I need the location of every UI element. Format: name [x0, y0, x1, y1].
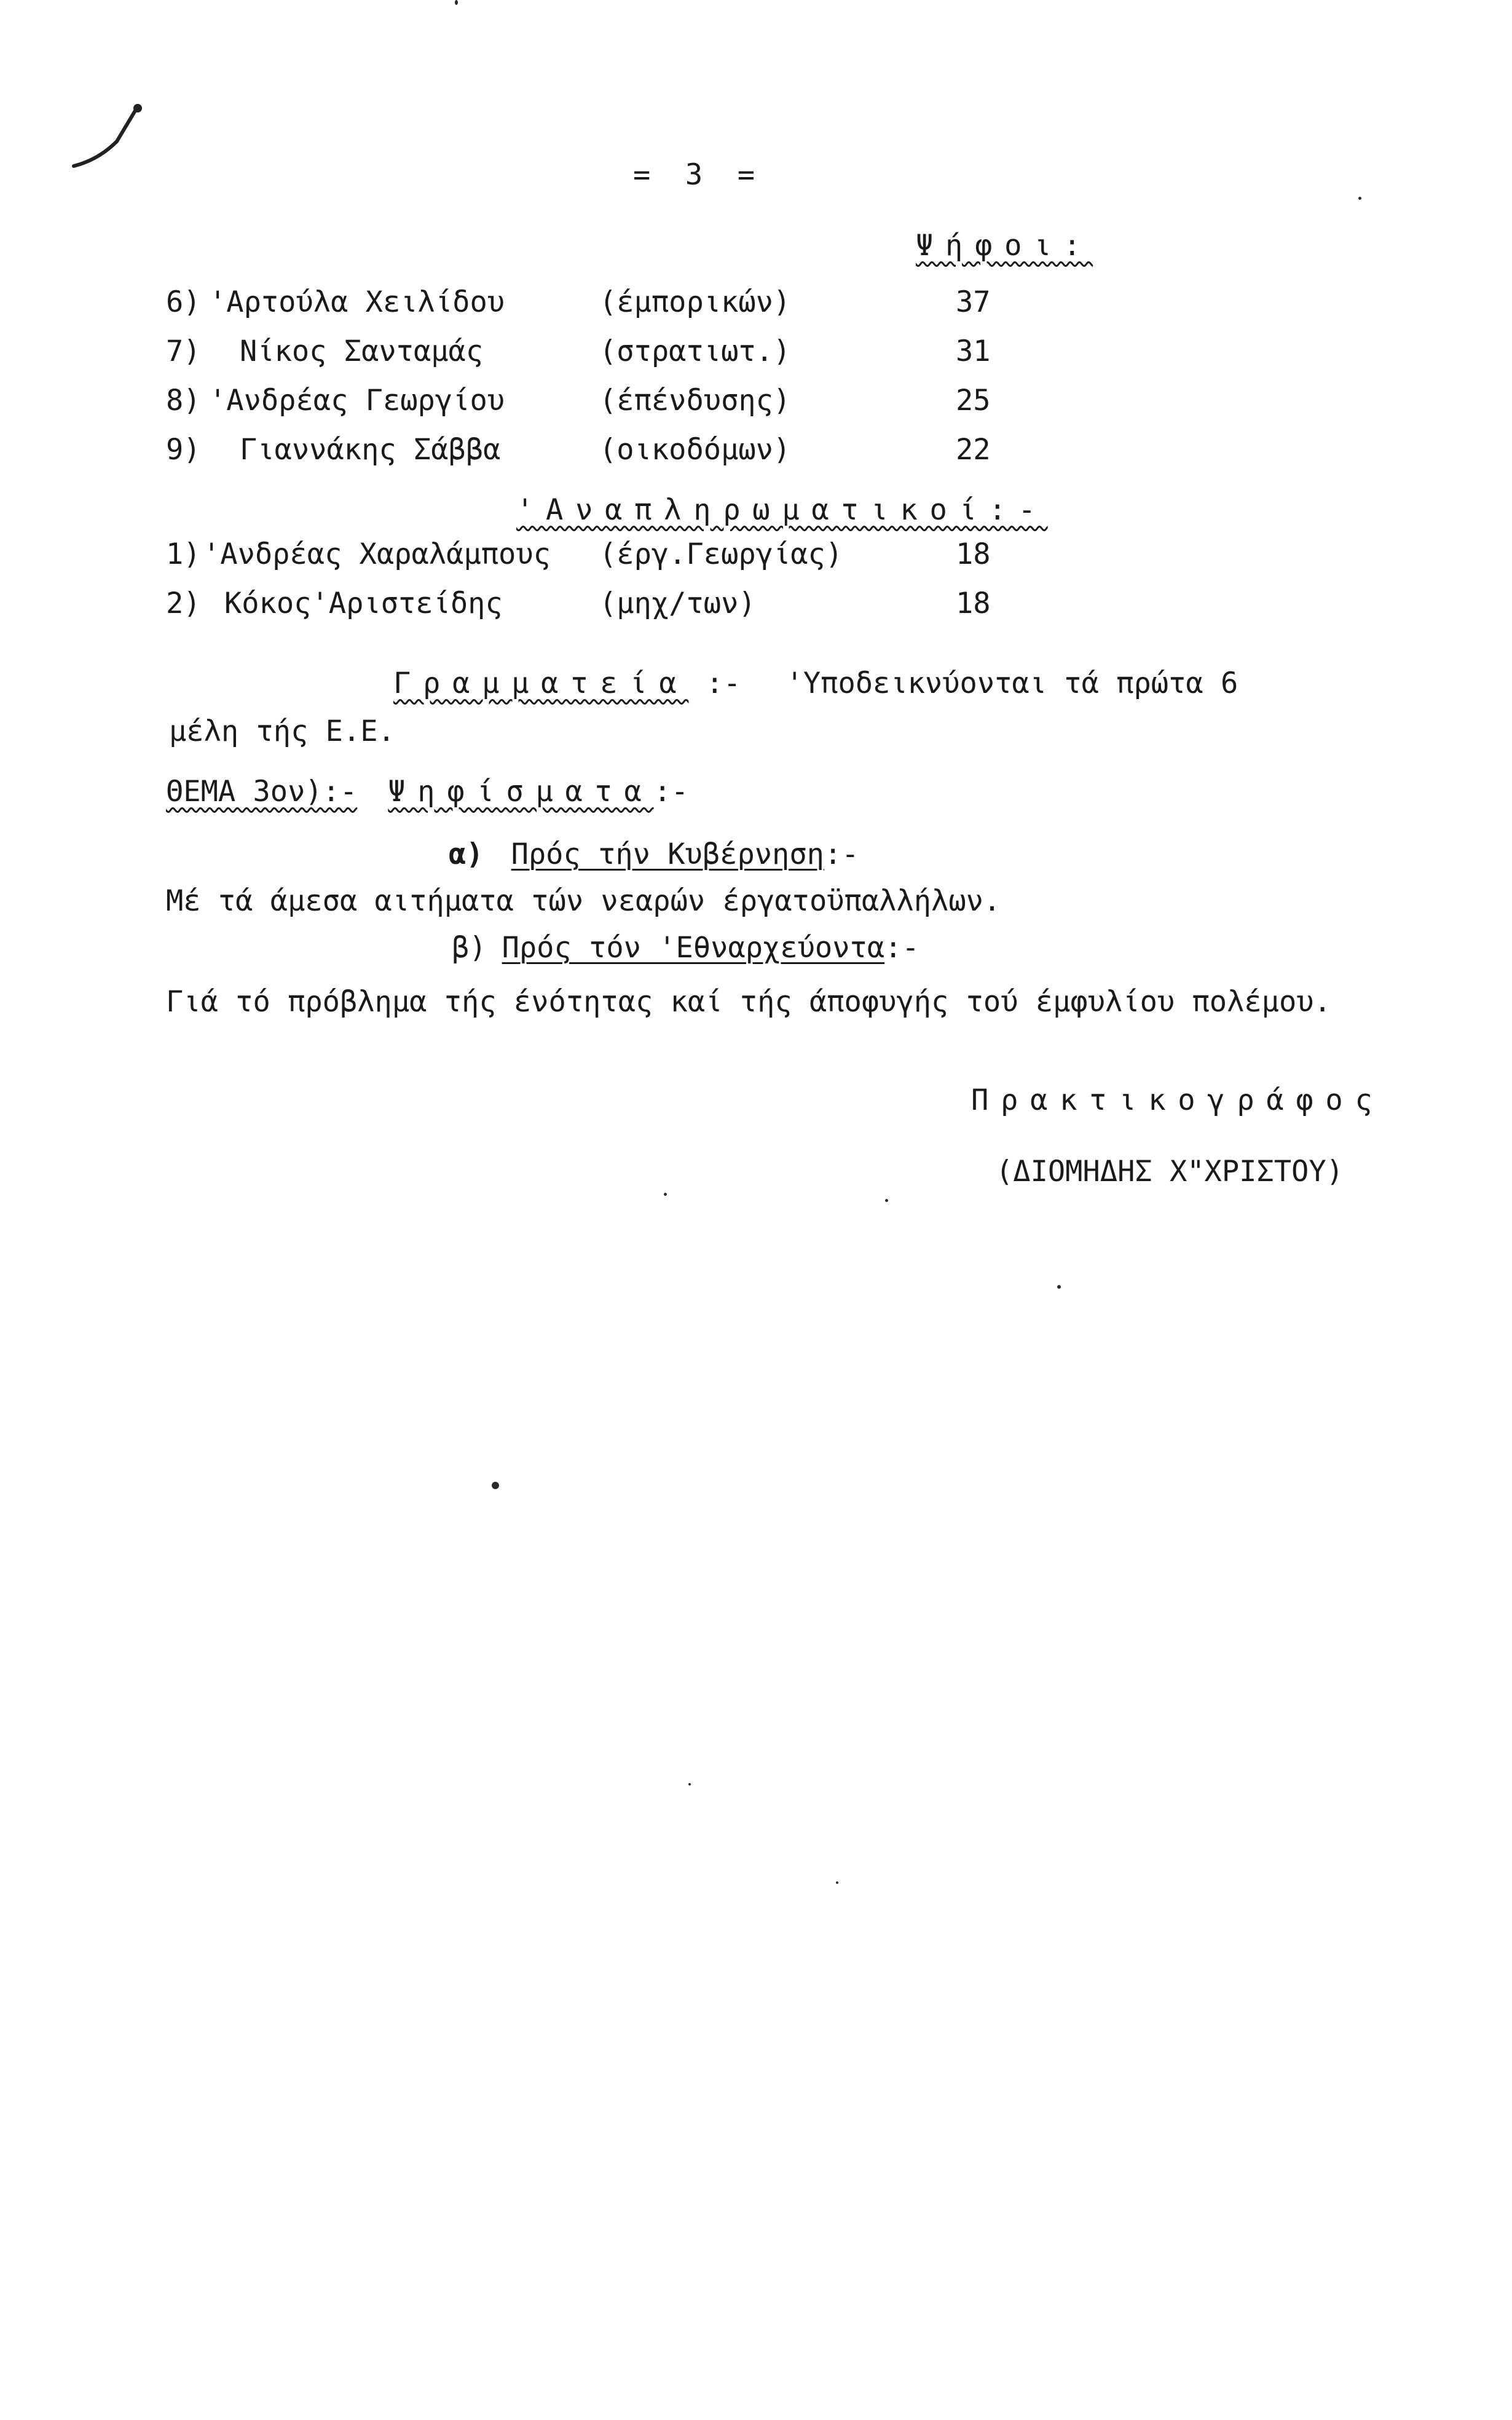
- resolution-a-heading: Πρός τήν Κυβέρνηση: [511, 837, 824, 871]
- alternate-name: 'Ανδρέας Χαραλάμπους: [203, 537, 551, 571]
- candidate-num: 9): [166, 433, 201, 467]
- secretariat-label: Γραμματεία: [393, 666, 689, 700]
- secretariat-line: [393, 665, 1238, 702]
- alternate-num: 2): [166, 587, 201, 620]
- candidate-name: 'Ανδρέας Γεωργίου: [209, 384, 505, 417]
- secretariat-sep: :-: [688, 666, 758, 700]
- candidate-votes: 22: [956, 433, 991, 467]
- resolution-b-heading-line: [452, 930, 919, 967]
- alternate-votes: 18: [956, 587, 991, 620]
- candidate-group: (έμπορικών): [599, 285, 791, 319]
- candidate-num: 8): [166, 384, 201, 417]
- theme-line: [166, 773, 688, 810]
- secretariat-text-cont: μέλη τής Ε.Ε.: [169, 714, 395, 748]
- secretariat-text: 'Υποδεικνύονται τά πρώτα 6: [786, 666, 1238, 700]
- alternate-name: Κόκος'Αριστείδης: [224, 587, 503, 620]
- candidate-group: (οικοδόμων): [599, 433, 791, 467]
- scan-speck: [1358, 197, 1361, 200]
- signature-title: Πρακτικογράφος: [971, 1083, 1385, 1117]
- candidate-votes: 37: [956, 285, 991, 319]
- scan-speck: [688, 1783, 691, 1785]
- candidate-group: (στρατιωτ.): [599, 334, 791, 368]
- candidate-num: 7): [166, 334, 201, 368]
- resolution-b-heading: Πρός τόν 'Εθναρχεύοντα: [502, 931, 885, 965]
- alternate-group: (μηχ/των): [599, 587, 756, 620]
- resolution-b-suffix: :-: [884, 931, 919, 965]
- candidate-votes: 25: [956, 384, 991, 417]
- signature-name: (ΔΙΟΜΗΔΗΣ Χ"ΧΡΙΣΤΟΥ): [996, 1155, 1344, 1188]
- candidate-name: Νίκος Σανταμάς: [240, 334, 484, 368]
- scan-speck: [455, 0, 458, 5]
- page-number: = 3 =: [633, 158, 755, 192]
- alternate-group: (έργ.Γεωργίας): [599, 537, 843, 571]
- scan-speck: [492, 1482, 499, 1489]
- alternate-votes: 18: [956, 537, 991, 571]
- resolution-a-heading-line: [449, 836, 859, 873]
- scan-speck: [836, 1881, 838, 1884]
- votes-header: Ψήφοι:: [916, 229, 1093, 263]
- resolution-a-text: Μέ τά άμεσα αιτήματα τών νεαρών έργατοϋπαλλήλων.: [166, 884, 1001, 918]
- candidate-votes: 31: [956, 334, 991, 368]
- resolution-b-text: Γιά τό πρόβλημα τής ένότητας καί τής άποφυγής τού έμφυλίου πολέμου.: [166, 985, 1331, 1019]
- candidate-name: Γιαννάκης Σάββα: [240, 433, 501, 467]
- candidate-name: 'Αρτούλα Χειλίδου: [209, 285, 505, 319]
- resolutions-suffix: :-: [653, 775, 689, 809]
- scan-speck: [1057, 1285, 1061, 1289]
- alternate-num: 1): [166, 537, 201, 571]
- resolution-b-marker: β): [452, 931, 487, 965]
- resolution-a-marker: α): [449, 837, 484, 871]
- resolutions-label: Ψηφίσματα: [388, 775, 654, 809]
- alternates-header: 'Αναπληρωματικοί:-: [516, 493, 1048, 527]
- scan-speck: [664, 1193, 667, 1196]
- theme-label: ΘΕΜΑ 3ον):-: [166, 775, 358, 809]
- scan-speck: [885, 1199, 888, 1202]
- candidate-num: 6): [166, 285, 201, 319]
- candidate-group: (έπένδυσης): [599, 384, 791, 417]
- resolution-a-suffix: :-: [824, 837, 859, 871]
- pen-mark-icon: [61, 86, 160, 184]
